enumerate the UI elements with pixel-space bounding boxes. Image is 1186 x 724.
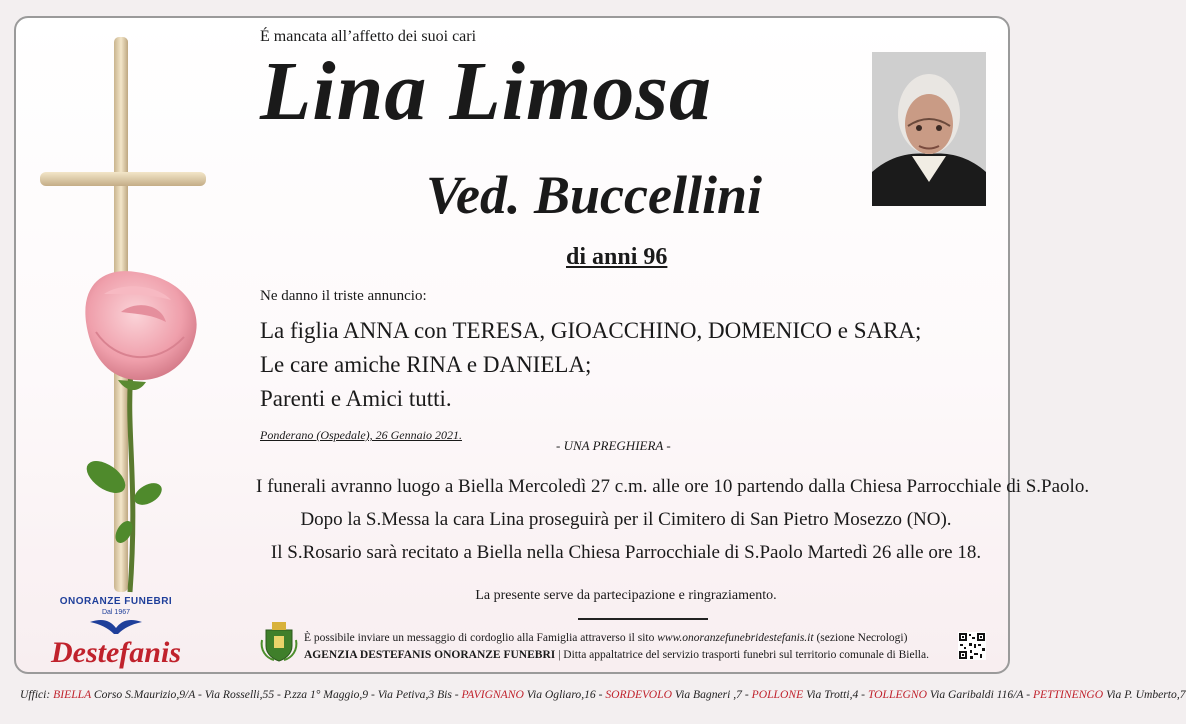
- agency-line: [304, 647, 929, 664]
- office-city: TOLLEGNO: [867, 688, 928, 701]
- portrait-photo: [872, 52, 986, 206]
- office-city: PETTINENGO: [1032, 688, 1104, 701]
- office-address: Via Trotti,4 -: [803, 688, 868, 701]
- office-city: PAVIGNANO: [461, 688, 524, 701]
- family-line: La figlia ANNA con TERESA, GIOACCHINO, DOMENICO e SARA;: [260, 318, 922, 343]
- announcement-intro: Ne danno il triste annuncio:: [260, 288, 427, 304]
- municipal-crest-icon: [260, 620, 298, 662]
- office-city: SORDEVOLO: [605, 688, 672, 701]
- prayer-note: - UNA PREGHIERA -: [556, 438, 671, 453]
- agency-name: AGENZIA DESTEFANIS ONORANZE FUNEBRI: [304, 649, 556, 661]
- logo-name: Destefanis: [51, 636, 181, 669]
- website-link[interactable]: www.onoranzefunebridestefanis.it: [657, 632, 814, 644]
- office-address: Via Ogliaro,16 -: [523, 688, 606, 701]
- cross-and-rose-illustration: [26, 32, 216, 602]
- rose-icon: [81, 271, 197, 592]
- logo-arc-text: ONORANZE FUNEBRI: [59, 596, 173, 607]
- dove-icon: [88, 616, 144, 636]
- thanks-note: La presente serve da partecipazione e ringraziamento.: [475, 588, 777, 603]
- family-line: Le care amiche RINA e DANIELA;: [260, 352, 592, 377]
- office-city: BIELLA: [53, 688, 91, 701]
- funeral-details: [256, 470, 1090, 569]
- funeral-line: Il S.Rosario sarà recitato a Biella nella Chiesa Parrocchiale di S.Paolo Martedì 26 alle ore 18.: [270, 542, 982, 563]
- qr-code-icon[interactable]: [958, 632, 986, 660]
- obituary-card: [14, 16, 1090, 674]
- widow-of: Ved. Buccellini: [426, 165, 762, 225]
- office-city: POLLONE: [751, 688, 804, 701]
- contact-info: [304, 630, 929, 664]
- footer-label: Uffici:: [20, 688, 54, 701]
- deceased-name: Lina Limosa: [260, 45, 713, 138]
- family-list: [260, 314, 921, 416]
- destefanis-logo: [26, 596, 206, 669]
- office-address: Via Garibaldi 116/A -: [927, 688, 1033, 701]
- office-address: Corso S.Maurizio,9/A - Via Rosselli,55 - P.zza 1° Maggio,9 - Via Petiva,3 Bis -: [90, 688, 462, 701]
- condolence-line: [304, 630, 929, 647]
- logo-since: Dal 1967: [101, 609, 131, 616]
- office-address: Via Bagneri ,7 -: [672, 688, 752, 701]
- condolence-suffix: (sezione Necrologi): [813, 632, 908, 644]
- office-addresses: [20, 688, 1186, 701]
- divider: [578, 618, 708, 620]
- deceased-age: di anni 96: [566, 244, 668, 270]
- family-line: Parenti e Amici tutti.: [260, 386, 452, 411]
- place-date: Ponderano (Ospedale), 26 Gennaio 2021.: [260, 428, 462, 442]
- funeral-line: Dopo la S.Messa la cara Lina proseguirà per il Cimitero di San Pietro Mosezzo (NO).: [300, 509, 952, 530]
- condolence-text: È possibile inviare un messaggio di cordoglio alla Famiglia attraverso il sito: [304, 632, 658, 644]
- funeral-line: I funerali avranno luogo a Biella Mercoledì 27 c.m. alle ore 10 partendo dalla Chiesa Parrocchiale di S.Paolo.: [256, 476, 1090, 497]
- office-address: Via P. Umberto,7: [1103, 688, 1186, 701]
- intro-line: É mancata all’affetto dei suoi cari: [260, 28, 477, 45]
- agency-description: | Ditta appaltatrice del servizio trasporti funebri sul territorio comunale di Biella.: [555, 649, 929, 661]
